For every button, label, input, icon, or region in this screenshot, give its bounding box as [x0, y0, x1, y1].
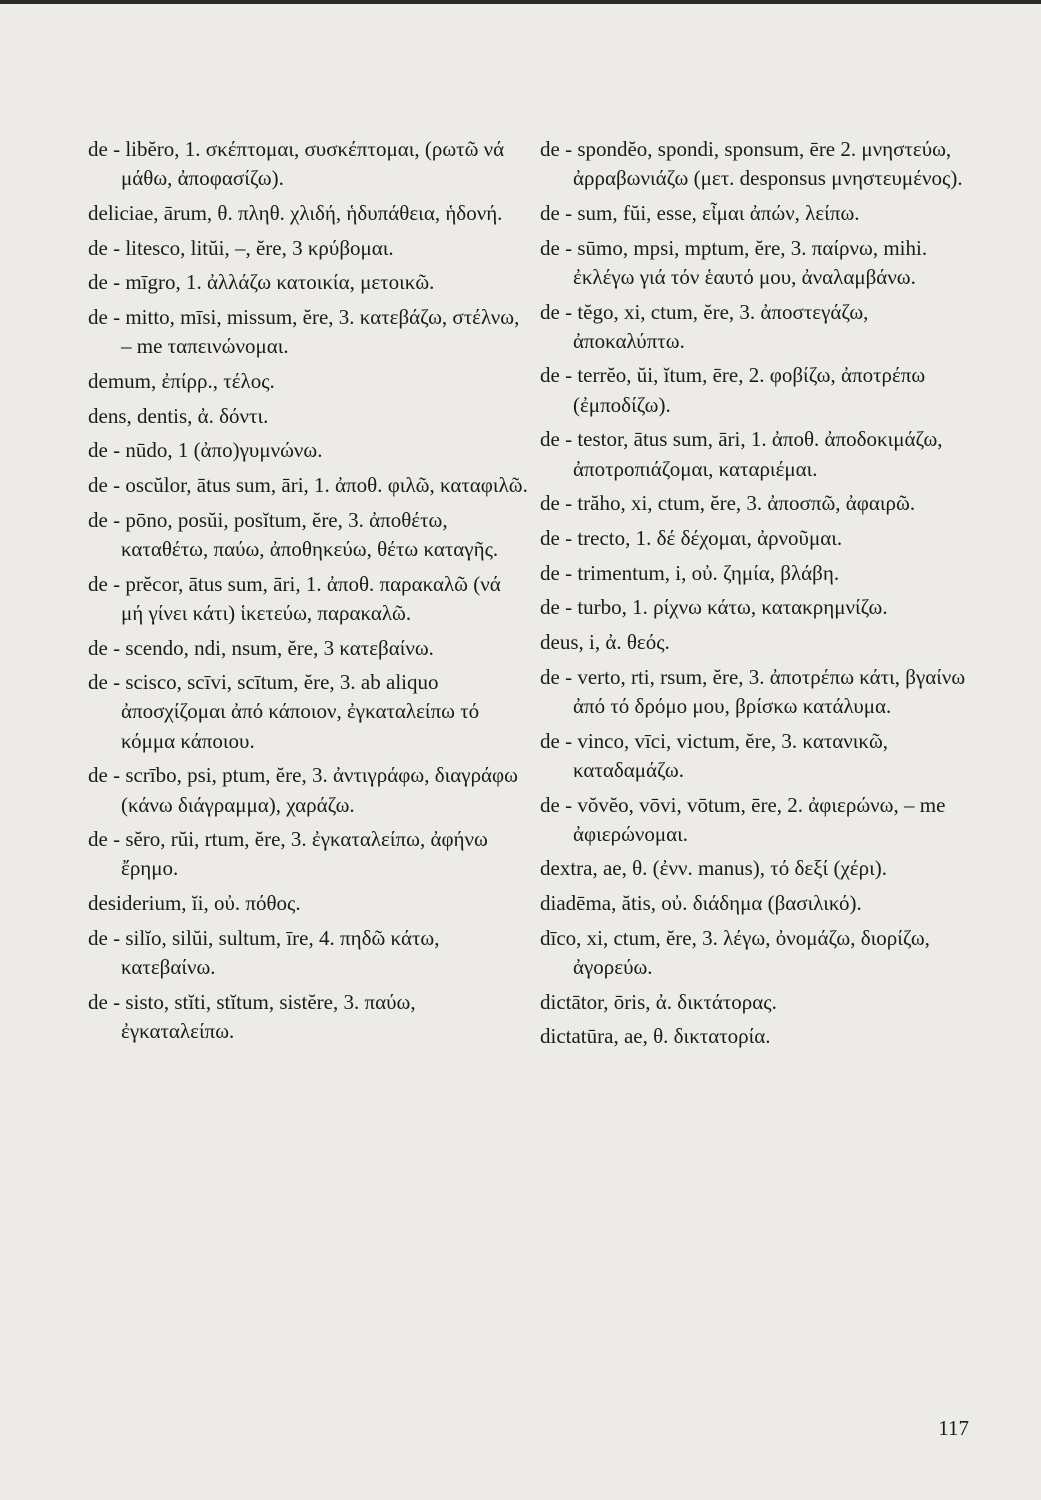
dictionary-entry: de - nūdo, 1 (ἀπο)γυμνώνω. [88, 438, 323, 463]
right-column [540, 135, 980, 1057]
dictionary-entry: de - mīgro, 1. ἀλλάζω κατοικία, μετοικῶ. [88, 270, 435, 295]
dictionary-entry: de - testor, ātus sum, āri, 1. ἀποθ. ἀποδοκιμάζω, ἀποτροπιάζομαι, καταριέμαι. [540, 427, 948, 481]
dictionary-entry: de - prĕcor, ātus sum, āri, 1. ἀποθ. παρακαλῶ (νά μή γίνει κάτι) ἱκετεύω, παρακαλῶ. [88, 571, 506, 625]
dictionary-entry: de - terrĕo, ŭi, ĭtum, ēre, 2. φοβίζω, ἀποτρέπω (ἐμποδίζω). [540, 363, 931, 417]
dictionary-entry: de - trăho, xi, ctum, ĕre, 3. ἀποσπῶ, ἀφαιρῶ. [540, 491, 916, 516]
dictionary-entry: deliciae, ārum, θ. πληθ. χλιδή, ἡδυπάθεια, ἡδονή. [88, 200, 503, 225]
left-column [88, 135, 528, 1052]
dictionary-entry: de - sĕro, rŭi, rtum, ĕre, 3. ἐγκαταλείπω, ἀφήνω ἔρημο. [88, 827, 494, 881]
page-top-edge [0, 0, 1041, 4]
dictionary-entry: de - scrībo, psi, ptum, ĕre, 3. ἀντιγράφω, διαγράφω (κάνω διάγραμμα), χαράζω. [88, 763, 524, 817]
dictionary-entry: dictātor, ōris, ἀ. δικτάτορας. [540, 989, 777, 1014]
dictionary-entry: de - oscŭlor, ātus sum, āri, 1. ἀποθ. φιλῶ, καταφιλῶ. [88, 473, 528, 498]
dictionary-entry: dens, dentis, ἀ. δόντι. [88, 403, 269, 428]
dictionary-entry: de - pōno, posŭi, posĭtum, ĕre, 3. ἀποθέτω, καταθέτω, παύω, ἀποθηκεύω, θέτω καταγῆς. [88, 507, 499, 561]
dictionary-entry: demum, ἐπίρρ., τέλος. [88, 368, 275, 393]
dictionary-entry: de - trimentum, i, οὐ. ζημία, βλάβη. [540, 560, 840, 585]
dictionary-entry: de - scendo, ndi, nsum, ĕre, 3 κατεβαίνω. [88, 635, 434, 660]
dictionary-entry: de - vinco, vīci, victum, ĕre, 3. κατανικῶ, καταδαμάζω. [540, 728, 894, 782]
dictionary-entry: diadēma, ătis, οὐ. διάδημα (βασιλικό). [540, 891, 862, 916]
dictionary-entry: de - sum, fŭi, esse, εἶμαι ἀπών, λείπω. [540, 200, 860, 225]
dictionary-entry: de - vŏvĕo, vōvi, vōtum, ēre, 2. ἀφιερώνω, – me ἀφιερώνομαι. [540, 792, 951, 846]
page-number: 117 [938, 1416, 969, 1440]
dictionary-entry: de - libĕro, 1. σκέπτομαι, συσκέπτομαι, (ρωτῶ νά μάθω, ἀποφασίζω). [88, 137, 510, 191]
dictionary-entry: dextra, ae, θ. (ἐνν. manus), τό δεξί (χέρι). [540, 856, 887, 881]
dictionary-entry: deus, i, ἀ. θεός. [540, 630, 670, 655]
dictionary-entry: de - turbo, 1. ρίχνω κάτω, κατακρημνίζω. [540, 595, 888, 620]
dictionary-entry: de - silĭo, silŭi, sultum, īre, 4. πηδῶ κάτω, κατεβαίνω. [88, 925, 445, 980]
dictionary-entry: de - sisto, stĭti, stĭtum, sistĕre, 3. παύω, ἐγκαταλείπω. [88, 989, 421, 1043]
dictionary-entry: dīco, xi, ctum, ĕre, 3. λέγω, ὀνομάζω, διορίζω, ἀγορεύω. [540, 925, 936, 980]
dictionary-entry: de - spondĕo, spondi, sponsum, ēre 2. μνηστεύω, ἀρραβωνιάζω (μετ. desponsus μνηστευμένος). [540, 137, 963, 191]
dictionary-entry: de - sūmo, mpsi, mptum, ĕre, 3. παίρνω, mihi. ἐκλέγω γιά τόν ἑαυτό μου, ἀναλαμβάνω. [540, 235, 933, 289]
dictionary-entry: de - litesco, litŭi, –, ĕre, 3 κρύβομαι. [88, 235, 394, 260]
dictionary-entry: de - scisco, scīvi, scītum, ĕre, 3. ab aliquo ἀποσχίζομαι ἀπό κάποιον, ἐγκαταλείπω τό κόμμα κάποιου. [88, 670, 485, 753]
dictionary-entry: desiderium, ĭi, οὐ. πόθος. [88, 891, 301, 916]
dictionary-entry: de - trecto, 1. δέ δέχομαι, ἀρνοῦμαι. [540, 525, 843, 550]
dictionary-entry: dictatūra, ae, θ. δικτατορία. [540, 1024, 771, 1049]
dictionary-entry: de - verto, rti, rsum, ĕre, 3. ἀποτρέπω κάτι, βγαίνω ἀπό τό δρόμο μου, βρίσκω κατάλυμα. [540, 664, 971, 718]
dictionary-entry: de - tĕgo, xi, ctum, ĕre, 3. ἀποστεγάζω, ἀποκαλύπτω. [540, 299, 874, 353]
dictionary-entry: de - mitto, mīsi, missum, ĕre, 3. κατεβάζω, στέλνω, – me ταπεινώνομαι. [88, 305, 525, 359]
